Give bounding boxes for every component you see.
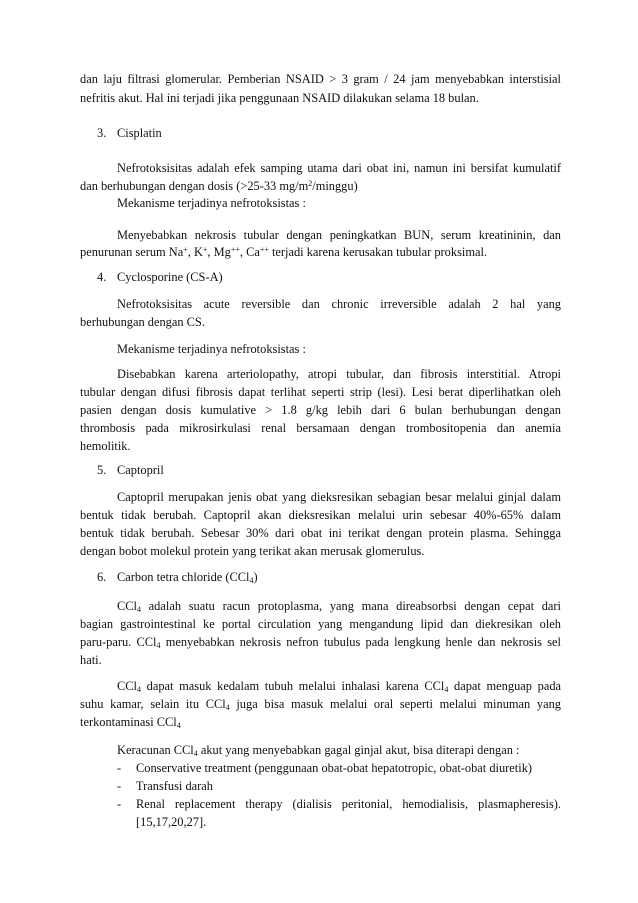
paragraph-line: hemolitik. [80, 439, 131, 453]
paragraph-line: terkontaminasi CCl$_4$ [80, 715, 181, 730]
paragraph-line: penurunan serum Na+, K+, Mg++, Ca++ terjadi karena kerusakan tubular proksimal. [80, 245, 488, 259]
list-bullet: - [117, 797, 122, 811]
section-number: 4. [97, 270, 107, 284]
mechanism-heading: Mekanisme terjadinya nefrotoksistas : [117, 196, 306, 210]
paragraph-line: bagian gastrointestinal ke portal circulation yang mengandung lipid dan diekresikan oleh [80, 617, 561, 631]
paragraph-line: Keracunan CCl$_4$ akut yang menyebabkan gagal ginjal akut, bisa diterapi dengan : [117, 743, 520, 758]
paragraph-line: CCl$_4$ adalah suatu racun protoplasma, yang mana direabsorbsi dengan cepat dari [117, 599, 561, 614]
list-item: Transfusi darah [136, 779, 213, 793]
section-title: Cyclosporine (CS-A) [117, 270, 223, 284]
paragraph-line: suhu kamar, selain itu CCl$_4$ juga bisa masuk melalui oral seperti melalui minuman yang [80, 697, 561, 712]
paragraph-line: hati. [80, 653, 102, 667]
section-number: 6. [97, 570, 107, 584]
paragraph-line: dan berhubungan dengan dosis (>25-33 $mg/m^2/minggu$) [80, 179, 358, 193]
list-item: Renal replacement therapy (dialisis peritonial, hemodialisis, plasmapheresis). [136, 797, 561, 811]
section-title: Cisplatin [117, 126, 162, 140]
list-item: Conservative treatment (penggunaan obat-obat hepatotropic, obat-obat diuretik) [136, 761, 533, 775]
reference-citation: [15,17,20,27]. [136, 815, 207, 829]
paragraph-line: nefritis akut. Hal ini terjadi jika penggunaan NSAID dilakukan selama 18 bulan. [80, 91, 479, 105]
paragraph-line: dengan bobot molekul protein yang terikat akan merusak glomerulus. [80, 544, 425, 558]
paragraph-line: thrombosis pada mikrosirkulasi renal bersamaan dengan trombositopenia dan anemia [80, 421, 561, 435]
section-number: 5. [97, 463, 107, 477]
paragraph-line: Menyebabkan nekrosis tubular dengan peningkatkan BUN, serum kreatininin, dan [117, 228, 561, 242]
section-title: Captopril [117, 463, 164, 477]
paragraph-line: Disebabkan karena arteriolopathy, atropi tubular, dan fibrosis interstitial. Atropi [117, 367, 561, 381]
paragraph-line: pasien dengan dosis kumulative > 1.8 g/kg lebih dari 6 bulan berhubungan dengan [80, 403, 561, 417]
paragraph-line: Captopril merupakan jenis obat yang dieksresikan sebagian besar melalui ginjal dalam [117, 490, 561, 504]
paragraph-line: CCl$_4$ dapat masuk kedalam tubuh melalui inhalasi karena CCl$_4$ dapat menguap pada [117, 679, 562, 694]
paragraph-line: bentuk tidak berubah. Captopril akan dieksresikan melalui urin sebesar 40%-65% dalam [80, 508, 561, 522]
paragraph-line: Nefrotoksisitas acute reversible dan chronic irreversible adalah 2 hal yang [117, 297, 561, 311]
paragraph-line: tubular dengan difusi fibrosis dapat terlihat seperti strip (lesi). Lesi berat diperlihatkan oleh [80, 385, 561, 399]
paragraph-line: dan laju filtrasi glomerular. Pemberian NSAID > 3 gram / 24 jam menyebabkan interstisial [80, 72, 561, 86]
section-number: 3. [97, 126, 107, 140]
section-title: Carbon tetra chloride (CCl$_4$) [117, 570, 258, 585]
paragraph-line: bentuk tidak berubah. Sebesar 30% dari obat ini terikat dengan protein plasma. Sehingga [80, 526, 561, 540]
mechanism-heading: Mekanisme terjadinya nefrotoksistas : [117, 342, 306, 356]
paragraph-line: Nefrotoksisitas adalah efek samping utama dari obat ini, namun ini bersifat kumulatif [117, 161, 561, 175]
list-bullet: - [117, 761, 122, 775]
paragraph-line: berhubungan dengan CS. [80, 315, 205, 329]
list-bullet: - [117, 779, 122, 793]
paragraph-line: paru-paru. CCl$_4$ menyebabkan nekrosis nefron tubulus pada lengkung henle dan nekrosis sel [80, 635, 562, 650]
